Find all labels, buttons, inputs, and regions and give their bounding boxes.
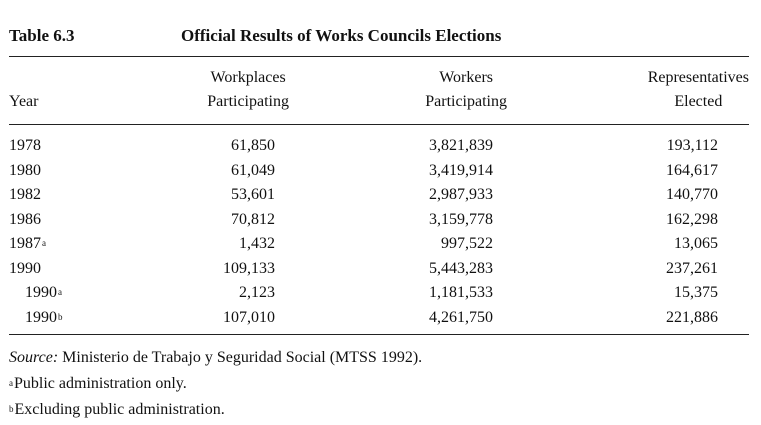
source-note [9,345,749,371]
header-workplaces-line2: Participating [207,93,289,110]
source-label: Source: [9,349,59,366]
bottom-rule [9,334,749,335]
footnote-a-text: Public administration only. [14,375,187,392]
cell-workplaces: 53,601 [231,186,275,203]
cell-year: 1982 [9,186,41,203]
table-number: Table 6.3 [9,26,75,45]
table-title: Official Results of Works Councils Elections [181,26,502,45]
header-year: Year [9,93,39,110]
header-workers [425,66,507,114]
header-rule [9,124,749,125]
cell-year: 1990$^a$ [25,284,62,301]
cell-year: 1987$^a$ [9,235,46,252]
cell-workers: 2,987,933 [429,186,493,203]
cell-workplaces: 2,123 [239,284,275,301]
table-caption [9,26,749,48]
cell-workers: 5,443,283 [429,259,493,277]
table-row [9,159,749,184]
footnote-b [9,397,749,423]
cell-representatives: 13,065 [674,235,718,252]
cell-workers: 3,159,778 [429,210,493,228]
table-body [9,134,749,330]
cell-representatives: 193,112 [666,137,718,154]
footnote-a [9,371,749,397]
cell-year: 1978 [9,137,41,154]
header-representatives-line2: Elected [674,93,723,110]
source-text: Ministerio de Trabajo y Seguridad Social (MTSS 1992). [62,349,423,366]
cell-workplaces: 61,049 [231,161,275,179]
table-row [9,183,749,208]
table-row [9,134,749,159]
table-header [9,66,749,116]
table-notes [9,345,749,423]
table-row [9,232,749,257]
cell-representatives: 221,886 [666,308,718,326]
cell-workplaces: 61,850 [231,137,275,154]
cell-workplaces: 1,432 [239,235,275,252]
table-row [9,281,749,306]
cell-workplaces: 70,812 [231,210,275,228]
cell-year: 1990 [9,259,41,277]
table-row [9,257,749,282]
footnote-b-marker: b [9,404,14,414]
table-row [9,208,749,233]
cell-workers: 3,821,839 [429,137,493,154]
header-representatives-line1: Representatives [647,69,749,86]
cell-workplaces: 109,133 [223,259,275,277]
cell-workers: 4,261,750 [429,308,493,326]
table-row [9,306,749,331]
cell-year: 1986 [9,210,41,228]
cell-workers: 1,181,533 [429,284,493,301]
cell-representatives: 164,617 [666,161,718,179]
cell-representatives: 140,770 [666,186,718,203]
footnote-b-text: Excluding public administration. [14,401,225,418]
cell-year: 1980 [9,161,41,179]
footnote-marker: b [58,311,63,322]
header-representatives [648,66,749,114]
cell-representatives: 162,298 [666,210,718,228]
header-workplaces-line1: Workplaces [210,69,286,86]
cell-workers: 3,419,914 [429,161,493,179]
cell-representatives: 237,261 [666,259,718,277]
header-workplaces [207,66,289,114]
footnote-marker: a [58,287,62,297]
cell-workers: 997,522 [441,235,493,252]
cell-workplaces: 107,010 [223,308,275,326]
top-rule [9,56,749,57]
cell-representatives: 15,375 [674,284,718,301]
header-workers-line1: Workers [439,69,494,86]
footnote-marker: a [42,238,46,248]
footnote-a-marker: a [9,378,13,388]
cell-year: 1990$^b$ [25,308,63,326]
header-workers-line2: Participating [425,93,507,110]
